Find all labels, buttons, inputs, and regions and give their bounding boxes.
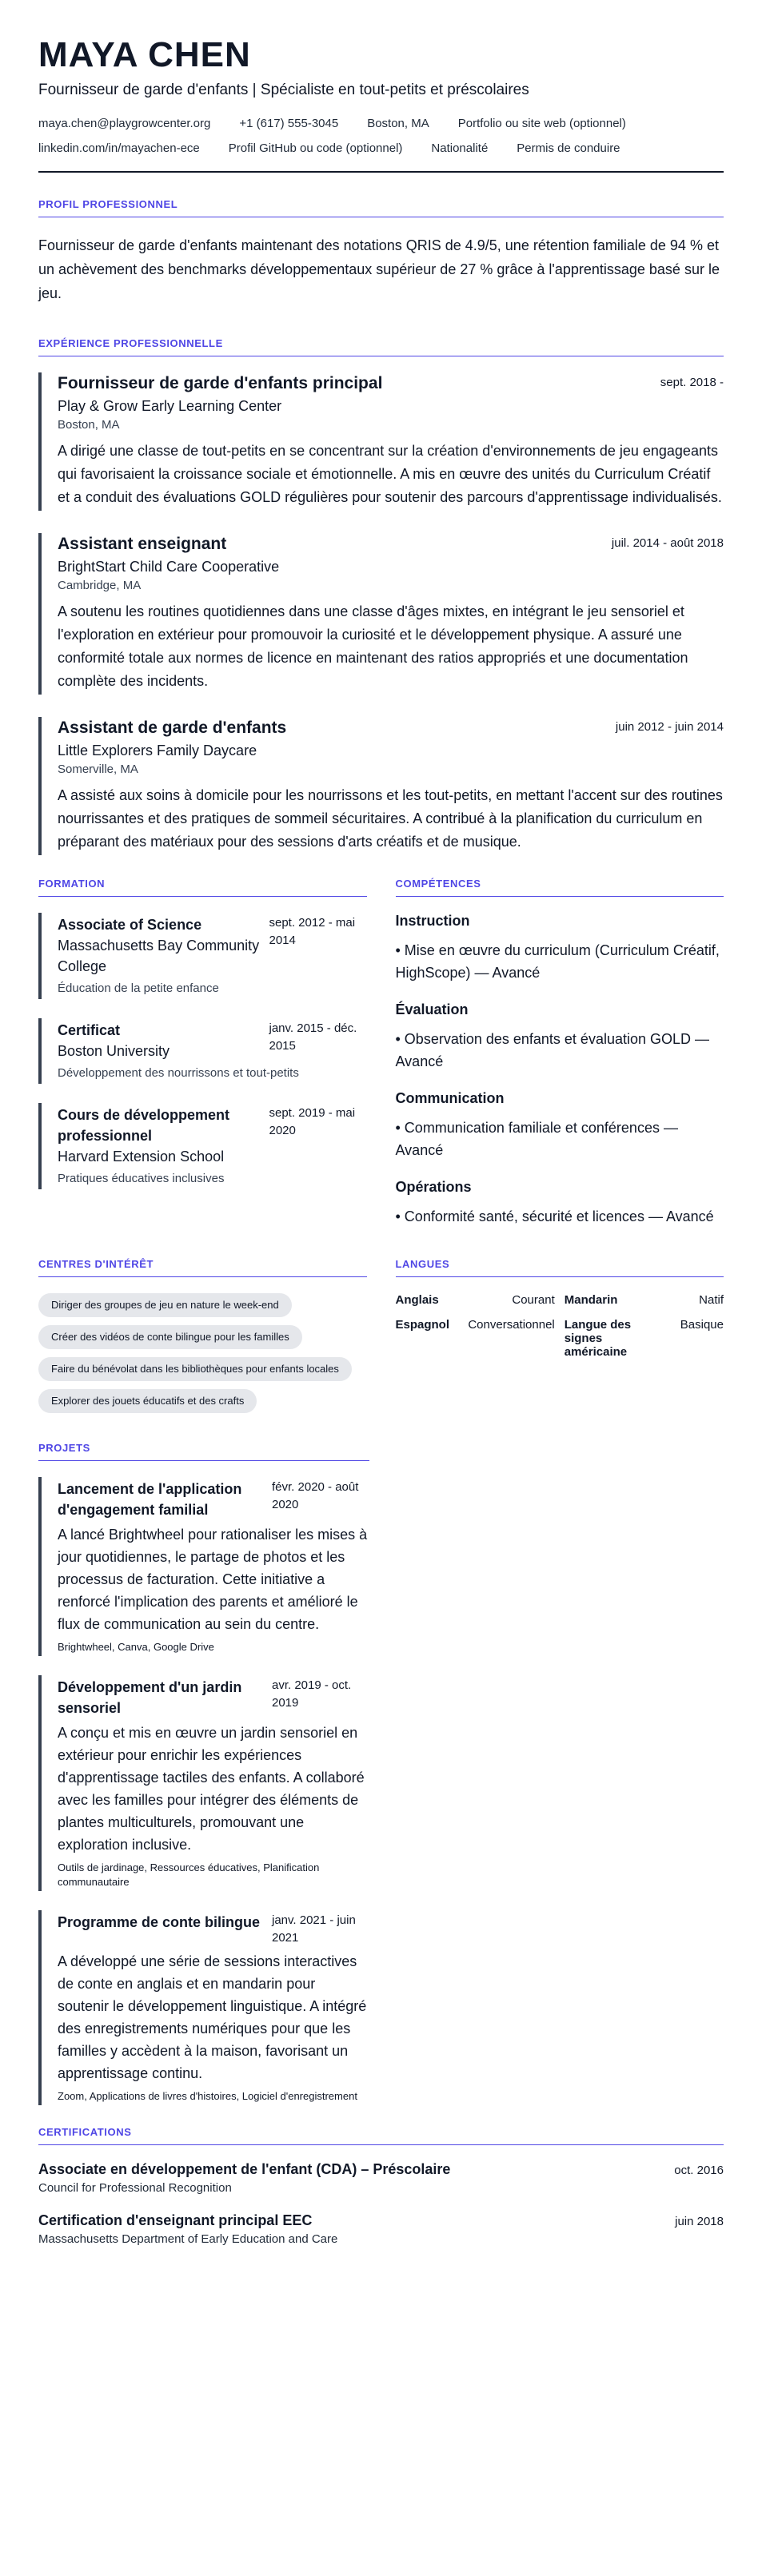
certification-title: Associate en développement de l'enfant (CDA) – Préscolaire (38, 2161, 451, 2178)
project-entry (38, 1477, 369, 1656)
job-location: Cambridge, MA (58, 579, 142, 593)
skill-category (396, 913, 724, 984)
resume-header (38, 37, 724, 173)
job-title: Assistant enseignant (58, 535, 227, 554)
job-employer: Little Explorers Family Daycare (58, 743, 257, 759)
school-name: Massachusetts Bay Community College (58, 938, 260, 975)
skill-item: • Communication familiale et conférences — Avancé (395, 1120, 678, 1159)
skills-section (396, 878, 724, 1245)
skill-category (396, 1179, 724, 1228)
job-description: A dirigé une classe de tout-petits en se concentrant sur la création d'environnements de jeu engageants qui favorisaient la croissance sociale et émotionnelle. A mis en œuvre des unités du Curriculum Créatif et a conduit des évaluations GOLD régulières pour soutenir des parcours d'apprentissage individualisés. (58, 443, 722, 506)
candidate-name: MAYA CHEN (38, 35, 251, 74)
projects-heading: PROJETS (38, 1442, 369, 1461)
experience-entry (38, 533, 724, 695)
language-item (396, 1318, 555, 1359)
skill-category-name: Instruction (395, 913, 470, 930)
projects-section (38, 1442, 369, 2105)
skill-item: • Observation des enfants et évaluation GOLD — Avancé (395, 1031, 710, 1070)
skill-category-name: Opérations (395, 1179, 472, 1196)
skill-item: • Conformité santé, sécurité et licences — Avancé (395, 1208, 714, 1225)
skill-category-name: Communication (395, 1090, 505, 1107)
education-field: Pratiques éducatives inclusives (58, 1172, 225, 1186)
header-divider (38, 171, 724, 173)
degree-title: Cours de développement professionnel (58, 1107, 230, 1145)
interest-tag: Créer des vidéos de conte bilingue pour les familles (38, 1325, 302, 1349)
interests-languages-row (38, 1258, 724, 1421)
language-level: Courant (512, 1293, 555, 1308)
education-entry (38, 913, 367, 999)
language-name: Espagnol (395, 1318, 450, 1332)
education-date: janv. 2015 - déc. 2015 (269, 1021, 357, 1053)
project-description: A développé une série de sessions interactives de conte en anglais et en mandarin pour soutenir le développement linguistique. A intégré des enregistrements numériques pour que les familles y accèdent à la maison, favorisant un apprentissage continu. (58, 1953, 367, 2082)
project-entry (38, 1910, 369, 2105)
contact-portfolio[interactable]: Portfolio ou site web (optionnel) (457, 117, 626, 131)
profile-text: Fournisseur de garde d'enfants maintenant des notations QRIS de 4.9/5, une rétention familiale de 94 % et un achèvement des benchmarks développementaux supérieur de 27 % grâce à l'apprentissage basé sur le jeu. (38, 237, 720, 302)
project-tools: Zoom, Applications de livres d'histoires, Logiciel d'enregistrement (58, 2090, 357, 2103)
language-name: Langue des signes américaine (564, 1318, 632, 1360)
project-date: janv. 2021 - juin 2021 (272, 1913, 356, 1945)
certifications-section (38, 2126, 724, 2246)
language-item (396, 1293, 555, 1307)
certification-date: juin 2018 (675, 2215, 724, 2229)
skill-category (396, 1001, 724, 1073)
project-tools: Outils de jardinage, Ressources éducatives, Planification communautaire (58, 1861, 320, 1889)
interest-tag: Explorer des jouets éducatifs et des crafts (38, 1389, 257, 1413)
job-location: Somerville, MA (58, 762, 138, 777)
school-name: Harvard Extension School (58, 1149, 225, 1165)
project-tools: Brightwheel, Canva, Google Drive (58, 1641, 214, 1654)
certification-issuer: Council for Professional Recognition (38, 2181, 232, 2196)
profile-heading: PROFIL PROFESSIONNEL (38, 198, 724, 217)
experience-heading: EXPÉRIENCE PROFESSIONNELLE (38, 337, 724, 356)
education-field: Éducation de la petite enfance (58, 981, 219, 996)
project-entry (38, 1675, 369, 1891)
contact-row-1 (38, 117, 724, 130)
certification-title: Certification d'enseignant principal EEC (38, 2212, 313, 2229)
contact-license: Permis de conduire (517, 141, 620, 156)
project-title: Développement d'un jardin sensoriel (58, 1679, 242, 1717)
education-section (38, 878, 367, 1245)
interest-tag: Diriger des groupes de jeu en nature le week-end (38, 1293, 292, 1317)
contact-phone[interactable]: +1 (617) 555-3045 (239, 117, 339, 131)
language-level: Natif (699, 1293, 724, 1308)
language-item (565, 1318, 724, 1359)
school-name: Boston University (58, 1043, 170, 1060)
contact-row-2 (38, 141, 724, 155)
project-date: avr. 2019 - oct. 2019 (272, 1678, 352, 1710)
contact-github[interactable]: Profil GitHub ou code (optionnel) (228, 141, 403, 156)
job-description: A soutenu les routines quotidiennes dans une classe d'âges mixtes, en intégrant le jeu sensoriel et l'exploration en extérieur pour promouvoir la curiosité et le développement physique. A assuré une conformité totale aux normes de licence en maintenant des ratios appropriés et une documentation complète des incidents. (58, 603, 688, 690)
interest-tag: Faire du bénévolat dans les bibliothèques pour enfants locales (38, 1357, 352, 1381)
project-description: A lancé Brightwheel pour rationaliser les mises à jour quotidiennes, le partage de photos et les processus de facturation. Cette initiative a renforcé l'implication des parents et amélioré le flux de communication au sein du centre. (58, 1527, 368, 1633)
certifications-heading: CERTIFICATIONS (38, 2126, 724, 2145)
education-skills-row (38, 878, 724, 1245)
job-description: A assisté aux soins à domicile pour les nourrissons et les tout-petits, en mettant l'accent sur des routines nourrissantes et des pratiques de sommeil sécuritaires. A contribué à la planification du curriculum en préparant des matériaux pour des sessions d'arts créatifs et de musique. (58, 787, 723, 850)
job-date: juil. 2014 - août 2018 (611, 536, 724, 551)
education-entry (38, 1103, 367, 1189)
experience-entry (38, 717, 724, 855)
language-name: Anglais (395, 1293, 439, 1308)
languages-heading: LANGUES (396, 1258, 724, 1277)
profile-section (38, 198, 724, 305)
education-field: Développement des nourrissons et tout-petits (58, 1066, 299, 1081)
degree-title: Associate of Science (58, 917, 202, 934)
interests-heading: CENTRES D'INTÉRÊT (38, 1258, 367, 1277)
skill-item: • Mise en œuvre du curriculum (Curriculum Créatif, HighScope) — Avancé (395, 942, 720, 981)
job-employer: Play & Grow Early Learning Center (58, 398, 282, 415)
certification-entry (38, 2161, 724, 2195)
skill-category (396, 1090, 724, 1161)
language-level: Conversationnel (468, 1318, 555, 1332)
contact-linkedin[interactable]: linkedin.com/in/mayachen-ece (38, 141, 200, 156)
job-location: Boston, MA (58, 418, 120, 432)
degree-title: Certificat (58, 1022, 121, 1039)
language-item (565, 1293, 724, 1307)
certification-date: oct. 2016 (674, 2164, 724, 2178)
certification-entry (38, 2212, 724, 2246)
education-entry (38, 1018, 367, 1084)
certification-issuer: Massachusetts Department of Early Education and Care (38, 2232, 338, 2247)
contact-nationality: Nationalité (431, 141, 489, 156)
job-title: Fournisseur de garde d'enfants principal (58, 374, 383, 393)
education-date: sept. 2012 - mai 2014 (269, 916, 356, 948)
languages-list (396, 1293, 724, 1359)
job-employer: BrightStart Child Care Cooperative (58, 559, 280, 575)
job-date: juin 2012 - juin 2014 (615, 720, 724, 735)
job-date: sept. 2018 - (660, 376, 724, 390)
project-description: A conçu et mis en œuvre un jardin sensoriel en extérieur pour enrichir les expériences d'apprentissage tactiles des enfants. A collaboré avec les familles pour intégrer des éléments de plantes multiculturels, promouvant une exploration inclusive. (58, 1725, 365, 1853)
candidate-tagline: Fournisseur de garde d'enfants | Spécialiste en tout-petits et préscolaires (38, 82, 529, 99)
skills-heading: COMPÉTENCES (396, 878, 724, 897)
interests-list (38, 1293, 367, 1421)
skill-category-name: Évaluation (395, 1001, 469, 1018)
contact-location: Boston, MA (367, 117, 429, 131)
interests-section (38, 1258, 367, 1421)
experience-entry (38, 372, 724, 511)
job-title: Assistant de garde d'enfants (58, 719, 287, 738)
contact-email[interactable]: maya.chen@playgrowcenter.org (38, 117, 211, 131)
language-name: Mandarin (564, 1293, 618, 1308)
project-title: Programme de conte bilingue (58, 1914, 261, 1931)
project-title: Lancement de l'application d'engagement familial (58, 1481, 242, 1519)
language-level: Basique (680, 1318, 724, 1332)
languages-section (396, 1258, 724, 1421)
education-heading: FORMATION (38, 878, 367, 897)
education-date: sept. 2019 - mai 2020 (269, 1106, 356, 1138)
experience-section (38, 337, 724, 855)
project-date: févr. 2020 - août 2020 (272, 1480, 359, 1512)
